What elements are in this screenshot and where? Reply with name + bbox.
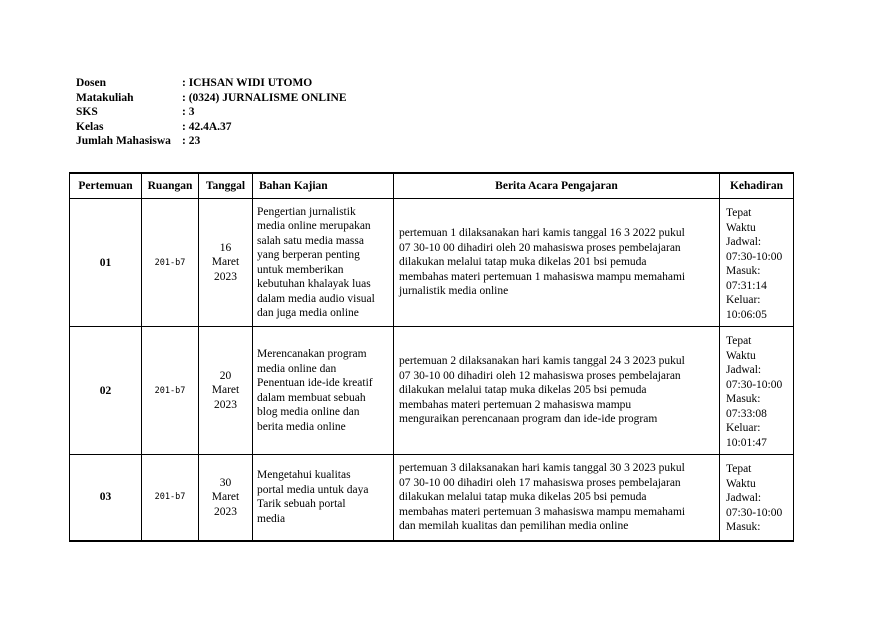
kehadiran-line: Waktu [726,477,756,490]
kehadiran-line: Masuk: [726,393,761,405]
berita-line: membahas materi pertemuan 2 mahasiswa mampu [399,398,632,411]
attendance-table [69,172,794,542]
kehadiran-line: Masuk: [726,265,761,277]
header-label: Dosen [76,77,107,89]
cell-tanggal [199,455,253,541]
cell-kehadiran [720,455,794,541]
header-value: : (0324) JURNALISME ONLINE [182,91,347,104]
kehadiran-line: Keluar: [726,294,761,306]
column-header-berita-acara: Berita Acara Pengajaran [394,173,720,199]
bahan-line: Mengetahui kualitas [257,469,351,482]
tanggal-line: Maret [211,491,240,503]
header-value: : ICHSAN WIDI UTOMO [182,77,313,89]
bahan-line: berita media online [257,420,346,433]
kehadiran-line: Jadwal: [726,364,762,376]
tanggal-line: Maret [211,384,240,397]
kehadiran-line: Tepat [726,463,752,475]
table-row [70,199,794,327]
bahan-line: Penentuan ide-ide kreatif [257,377,373,389]
column-header-bahan-kajian: Bahan Kajian [253,173,394,199]
kehadiran-line: 10:06:05 [726,308,767,321]
header-row-kelas [76,120,347,135]
bahan-line: dalam media audio visual [257,292,375,305]
berita-line: menguraikan perencanaan program dan ide-ide program [399,413,658,426]
table-header-row [70,173,794,199]
cell-berita-acara [394,327,720,455]
cell-pertemuan: 02 [70,327,142,455]
bahan-line: salah satu media massa [257,234,364,247]
kehadiran-line: 07:31:14 [726,279,767,292]
berita-line: membahas materi pertemuan 3 mahasiswa mampu memahami [399,505,686,518]
kehadiran-line: Waktu [726,221,756,234]
cell-bahan-kajian [253,199,394,327]
bahan-line: dan juga media online [257,307,359,319]
cell-ruangan: 201-b7 [142,199,199,327]
berita-line: dilakukan melalui tatap muka dikelas 205 bsi pemuda [399,491,647,503]
bahan-line: Tarik sebuah portal [257,498,346,511]
cell-ruangan: 201-b7 [142,327,199,455]
tanggal-line: 2023 [214,505,237,518]
header-value: : 3 [182,106,195,118]
berita-line: 07 30-10 00 dihadiri oleh 17 mahasiswa proses pembelajaran [399,476,681,489]
cell-kehadiran [720,199,794,327]
column-header-pertemuan: Pertemuan [70,173,142,199]
header-label: SKS [76,106,98,118]
cell-kehadiran [720,327,794,455]
berita-line: 07 30-10 00 dihadiri oleh 12 mahasiswa proses pembelajaran [399,369,681,382]
table-row [70,455,794,541]
kehadiran-line: Masuk: [726,521,761,533]
kehadiran-content [726,462,789,538]
bahan-line: untuk memberikan [257,263,344,276]
header-label: Matakuliah [76,91,134,104]
berita-line: dilakukan melalui tatap muka dikelas 201 bsi pemuda [399,256,647,269]
kehadiran-line: Tepat [726,335,752,347]
berita-line: pertemuan 1 dilaksanakan hari kamis tanggal 16 3 2022 pukul [399,227,685,240]
cell-bahan-kajian [253,455,394,541]
berita-line: jurnalistik media online [399,285,509,298]
tanggal-line: 2023 [214,270,237,283]
header-row-dosen [76,76,347,91]
bahan-line: dalam membuat sebuah [257,391,366,404]
tanggal-line: 16 [219,241,232,254]
kehadiran-line: Keluar: [726,422,761,434]
column-header-ruangan: Ruangan [142,173,199,199]
header-value: : 23 [182,135,201,147]
tanggal-line: 20 [219,369,232,382]
bahan-line: Pengertian jurnalistik [257,205,356,218]
bahan-line: blog media online dan [257,406,360,418]
bahan-line: media online merupakan [257,220,371,232]
kehadiran-line: 07:30-10:00 [726,378,783,391]
bahan-line: media online dan [257,362,337,375]
header-label: Kelas [76,120,104,133]
tanggal-line: Maret [211,256,240,269]
cell-pertemuan: 01 [70,199,142,327]
berita-line: dilakukan melalui tatap muka dikelas 205 bsi pemuda [399,384,647,397]
berita-line: dan memilah kualitas dan pemilihan media online [399,520,629,532]
kehadiran-line: 10:01:47 [726,436,767,449]
header-row-jumlah-mahasiswa [76,134,347,149]
kehadiran-content [726,206,789,322]
cell-pertemuan: 03 [70,455,142,541]
berita-line: pertemuan 2 dilaksanakan hari kamis tanggal 24 3 2023 pukul [399,355,685,368]
bahan-line: kebutuhan khalayak luas [257,278,371,290]
kehadiran-line: Jadwal: [726,236,762,248]
berita-line: pertemuan 3 dilaksanakan hari kamis tanggal 30 3 2023 pukul [399,462,685,474]
header-label: Jumlah Mahasiswa [76,135,171,147]
kehadiran-line: Tepat [726,207,752,219]
berita-line: membahas materi pertemuan 1 mahasiswa mampu memahami [399,270,686,283]
cell-berita-acara [394,199,720,327]
column-header-kehadiran: Kehadiran [720,173,794,199]
bahan-line: Merencanakan program [257,348,367,360]
cell-tanggal [199,327,253,455]
header-row-matakuliah [76,91,347,106]
cell-berita-acara [394,455,720,541]
document-header [76,76,347,149]
kehadiran-line: Jadwal: [726,492,762,504]
column-header-tanggal: Tanggal [199,173,253,199]
kehadiran-line: 07:33:08 [726,407,767,420]
header-row-sks [76,105,347,120]
kehadiran-line: Waktu [726,349,756,362]
header-value: : 42.4A.37 [182,120,232,133]
table-row [70,327,794,455]
kehadiran-line: 07:30-10:00 [726,250,783,263]
bahan-line: portal media untuk daya [257,483,369,496]
kehadiran-line: 07:30-10:00 [726,506,783,519]
kehadiran-content [726,334,789,450]
berita-line: 07 30-10 00 dihadiri oleh 20 mahasiswa proses pembelajaran [399,241,681,254]
tanggal-line: 30 [219,476,232,489]
tanggal-line: 2023 [214,398,237,411]
bahan-line: yang berperan penting [257,249,360,261]
cell-bahan-kajian [253,327,394,455]
bahan-line: media [257,512,286,525]
cell-tanggal [199,199,253,327]
cell-ruangan: 201-b7 [142,455,199,541]
